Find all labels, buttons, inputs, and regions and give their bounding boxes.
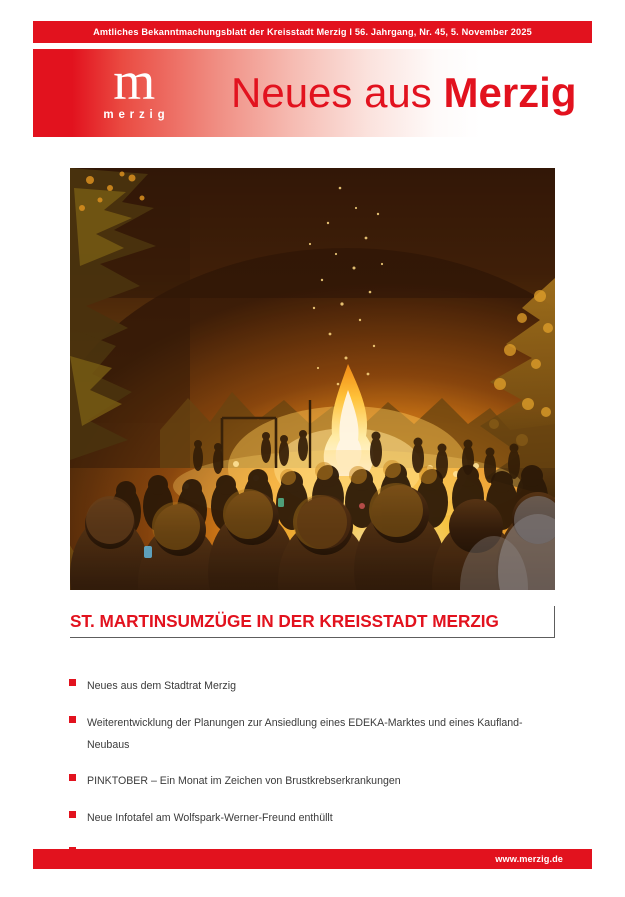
page-title-bold: Merzig: [443, 69, 577, 116]
cover-headline: ST. MARTINSUMZÜGE IN DER KREISSTADT MERZIG: [70, 611, 499, 631]
website-url[interactable]: www.merzig.de: [495, 854, 563, 864]
headline-rule: [70, 606, 555, 638]
bullet-square-icon: [69, 774, 76, 781]
list-item[interactable]: [69, 712, 569, 756]
page-title: [231, 69, 576, 117]
list-item[interactable]: [69, 807, 569, 829]
list-item-label: PINKTOBER – Ein Monat im Zeichen von Brustkrebserkrankungen: [87, 775, 401, 787]
publication-info-bar: [33, 21, 592, 43]
publication-info-text: Amtliches Bekanntmachungsblatt der Kreisstadt Merzig I 56. Jahrgang, Nr. 45, 5. November 2025: [93, 27, 532, 37]
bullet-square-icon: [69, 811, 76, 818]
cover-photo: [70, 168, 555, 590]
logo-wordmark: merzig: [103, 109, 170, 121]
list-item[interactable]: [69, 770, 569, 792]
footer-bar: [33, 849, 592, 869]
list-item-label: Weiterentwicklung der Planungen zur Ansiedlung eines EDEKA-Marktes und eines Kaufland-Neubaus: [87, 716, 523, 751]
merzig-logo: [69, 51, 199, 121]
list-item[interactable]: [69, 675, 569, 697]
masthead-banner: [33, 49, 592, 137]
logo-letter-m: m: [113, 51, 155, 111]
cover-photo-illustration: [70, 168, 555, 590]
bullet-square-icon: [69, 716, 76, 723]
page-title-light: Neues aus: [231, 69, 444, 116]
list-item-label: Neues aus dem Stadtrat Merzig: [87, 680, 236, 692]
list-item-label: Neue Infotafel am Wolfspark-Werner-Freund enthüllt: [87, 811, 333, 824]
bullet-square-icon: [69, 679, 76, 686]
